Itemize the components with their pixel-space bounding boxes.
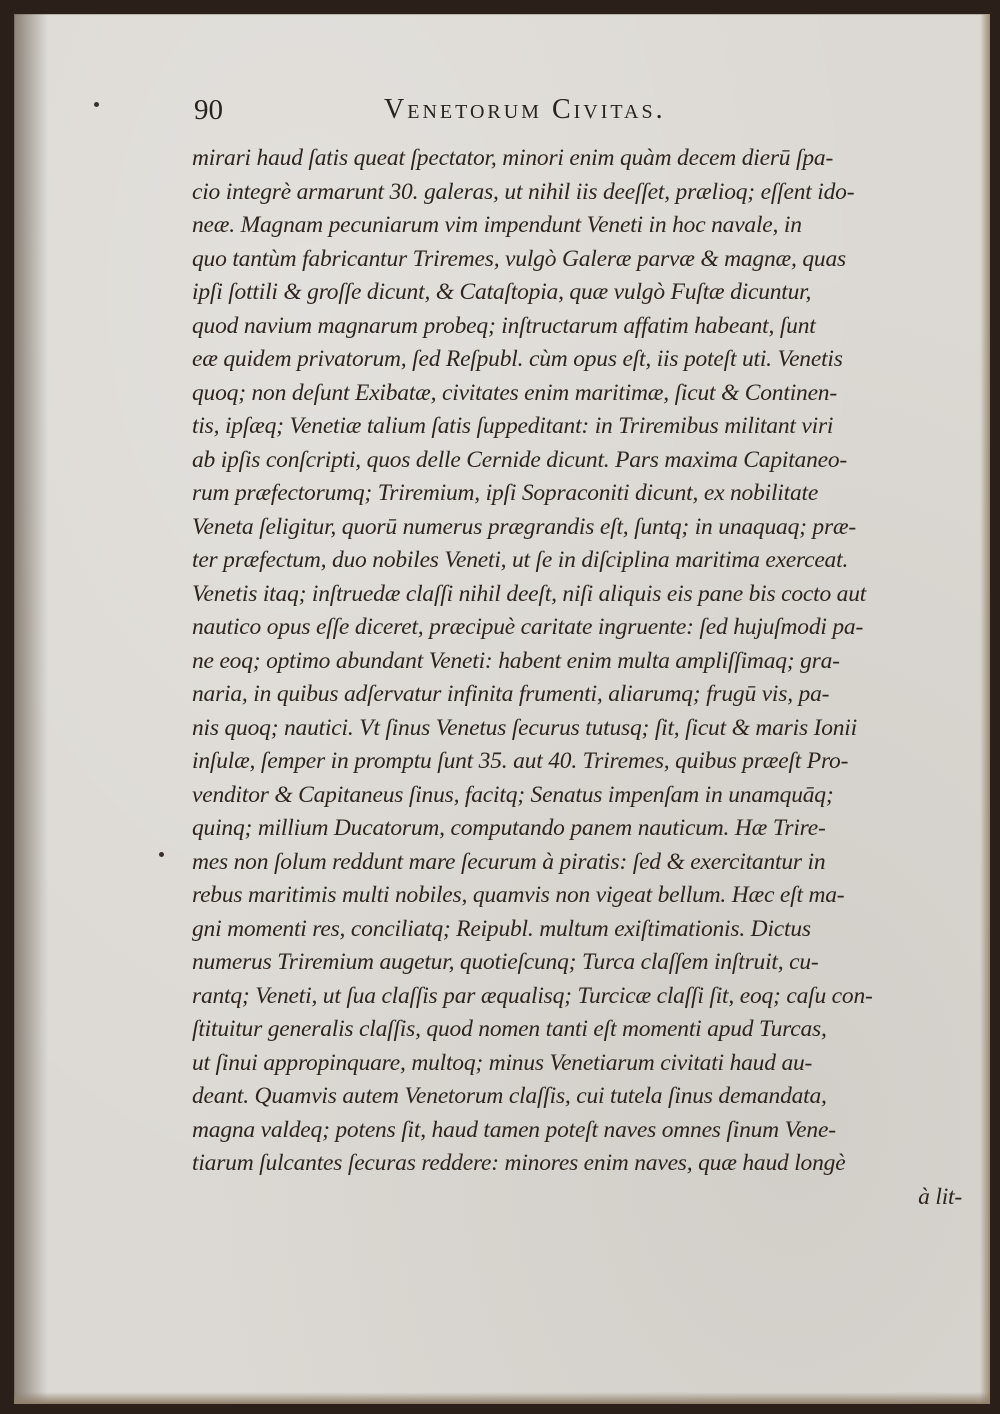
- text-line: neæ. Magnam pecuniarum vim impendunt Veneti in hoc navale, in: [192, 212, 802, 238]
- text-line: tis, ipſæq; Venetiæ talium ſatis ſuppeditant: in Triremibus militant viri: [192, 413, 834, 439]
- text-line: naria, in quibus adſervatur infinita frumenti, aliarumq; frugū vis, pa-: [192, 681, 830, 707]
- text-line: deant. Quamvis autem Venetorum claſſis, cui tutela ſinus demandata,: [192, 1083, 827, 1109]
- book-page: [14, 14, 990, 1404]
- text-line: nautico opus eſſe diceret, præcipuè caritate ingruente: ſed hujuſmodi pa-: [192, 614, 864, 640]
- text-line: magna valdeq; potens ſit, haud tamen poteſt naves omnes ſinum Vene-: [192, 1116, 836, 1143]
- spine-shadow: [14, 14, 48, 1404]
- text-line: ipſi ſottili & groſſe dicunt, & Cataſtopia, quæ vulgò Fuſtæ dicuntur,: [192, 279, 812, 305]
- text-line: rantq; Veneti, ut ſua claſſis par æqualisq; Turcicæ claſſi ſit, eoq; caſu con-: [192, 982, 873, 1009]
- catchword: à lit-: [918, 1183, 962, 1210]
- text-line: quo tantùm fabricantur Triremes, vulgò Galeræ parvæ & magnæ, quas: [192, 245, 846, 272]
- text-line: ter præfectum, duo nobiles Veneti, ut ſe in diſciplina maritima exerceat.: [192, 547, 849, 573]
- text-line: cio integrè armarunt 30. galeras, ut nihil iis deeſſet, prælioq; eſſent ido-: [192, 178, 855, 205]
- page-number: 90: [194, 94, 223, 126]
- text-line: rebus maritimis multi nobiles, quamvis non vigeat bellum. Hæc eſt ma-: [192, 882, 845, 908]
- text-line: Veneta ſeligitur, quorū numerus prægrandis eſt, ſuntq; in unaquaq; præ-: [192, 513, 857, 540]
- text-line: quod navium magnarum probeq; inſtructarum affatim habeant, ſunt: [192, 312, 816, 339]
- text-line: gni momenti res, conciliatq; Reipubl. multum exiſtimationis. Dictus: [192, 915, 811, 942]
- text-line: ab ipſis conſcripti, quos delle Cernide dicunt. Pars maxima Capitaneo-: [192, 446, 848, 473]
- text-line: inſulæ, ſemper in promptu ſunt 35. aut 40. Triremes, quibus præeſt Pro-: [192, 748, 849, 774]
- paper-speck: [159, 852, 164, 857]
- paper-speck: [94, 102, 99, 107]
- text-line: quoq; non deſunt Exibatæ, civitates enim maritimæ, ſicut & Continen-: [192, 379, 837, 406]
- running-head: Venetorum Civitas.: [384, 94, 666, 125]
- text-line: numerus Triremium augetur, quotieſcunq; Turca claſſem inſtruit, cu-: [192, 949, 819, 975]
- text-line: ſtituitur generalis claſſis, quod nomen tanti eſt momenti apud Turcas,: [192, 1016, 827, 1042]
- text-line: nis quoq; nautici. Vt ſinus Venetus ſecurus tutusq; ſit, ſicut & maris Ionii: [192, 714, 857, 741]
- text-line: venditor & Capitaneus ſinus, facitq; Senatus impenſam in unamquāq;: [192, 781, 834, 808]
- text-line: tiarum ſulcantes ſecuras reddere: minores enim naves, quæ haud longè: [192, 1150, 846, 1176]
- body-text: [192, 142, 972, 1214]
- text-line: ne eoq; optimo abundant Veneti: habent enim multa ampliſſimaq; gra-: [192, 647, 840, 674]
- text-line: mes non ſolum reddunt mare ſecurum à piratis: ſed & exercitantur in: [192, 848, 826, 875]
- page-header: [194, 94, 814, 134]
- text-line: Venetis itaq; inſtruedæ claſſi nihil deeſt, niſi aliquis eis pane bis cocto aut: [192, 580, 867, 607]
- text-line: mirari haud ſatis queat ſpectator, minori enim quàm decem dierū ſpa-: [192, 145, 834, 171]
- text-line: eæ quidem privatorum, ſed Reſpubl. cùm opus eſt, iis poteſt uti. Venetis: [192, 346, 843, 372]
- page-right-edge: [980, 14, 990, 1404]
- page-bottom-edge: [14, 1392, 990, 1404]
- text-line: quinq; millium Ducatorum, computando panem nauticum. Hæ Trire-: [192, 815, 826, 841]
- text-line: rum præfectorumq; Triremium, ipſi Sopraconiti dicunt, ex nobilitate: [192, 480, 819, 506]
- text-line: ut ſinui appropinquare, multoq; minus Venetiarum civitati haud au-: [192, 1049, 813, 1076]
